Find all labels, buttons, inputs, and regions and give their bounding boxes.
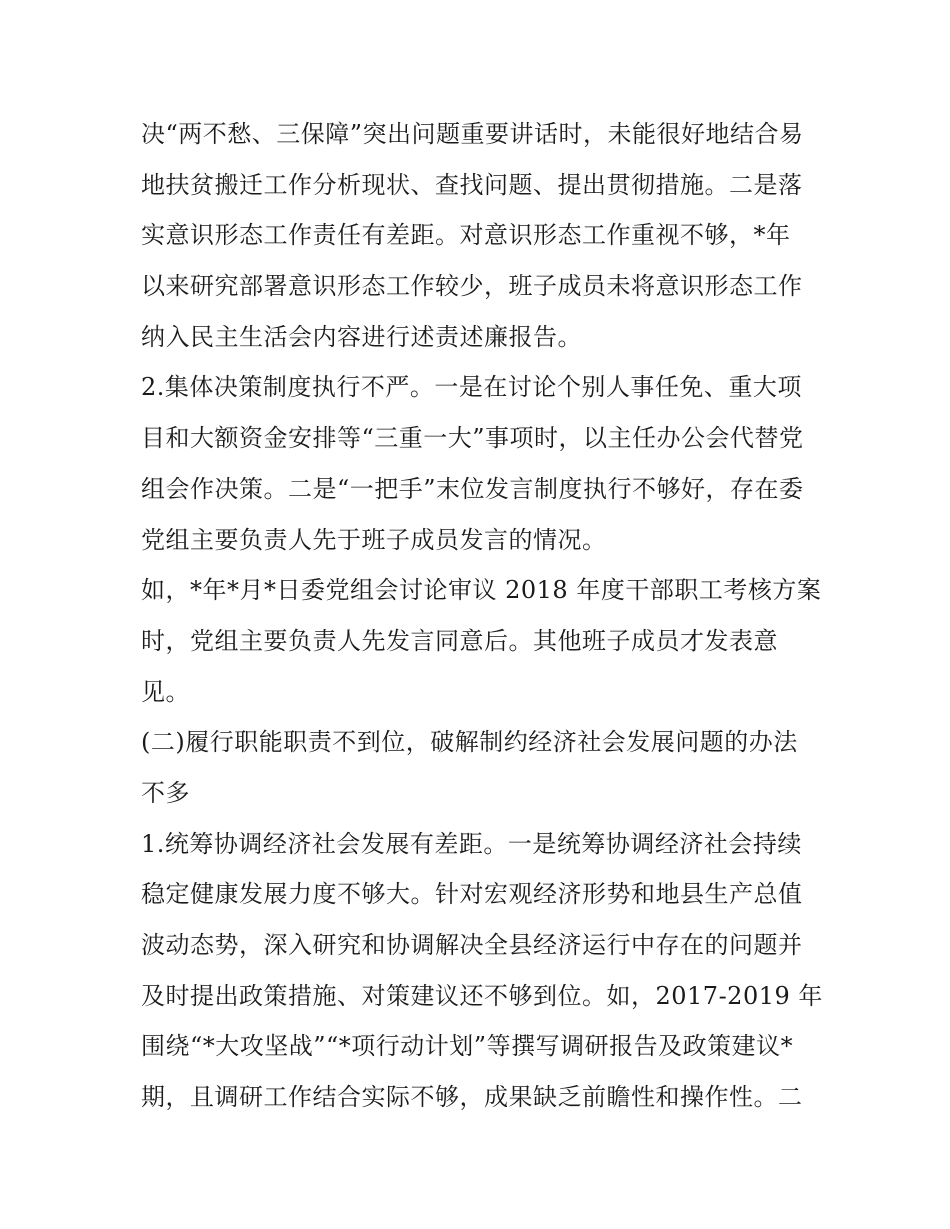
text-line: 波动态势，深入研究和协调解决全县经济运行中存在的问题并	[141, 931, 803, 959]
text-line: 党组主要负责人先于班子成员发言的情况。	[141, 525, 607, 554]
text-line: 稳定健康发展力度不够大。针对宏观经济形势和地县生产总值	[141, 880, 803, 909]
text-line: 见。	[141, 677, 190, 706]
text-line: 组会作决策。二是“一把手”末位发言制度执行不够好，存在委	[141, 474, 804, 503]
text-line: 以来研究部署意识形态工作较少，班子成员未将意识形态工作	[141, 272, 803, 301]
text-line: 时，党组主要负责人先发言同意后。其他班子成员才发表意	[141, 626, 778, 655]
text-line: 地扶贫搬迁工作分析现状、查找问题、提出贯彻措施。二是落	[141, 170, 803, 199]
text-line: 纳入民主生活会内容进行述责述廉报告。	[141, 322, 582, 351]
text-line: 如，*年*月*日委党组会讨论审议 2018 年度干部职工考核方案	[141, 576, 822, 605]
text-line: 及时提出政策措施、对策建议还不够到位。如，2017-2019 年	[141, 981, 823, 1010]
section-heading-line: 不多	[141, 778, 190, 807]
text-line: 决“两不愁、三保障”突出问题重要讲话时，未能很好地结合易	[141, 120, 804, 148]
text-line: 1.统筹协调经济社会发展有差距。一是统筹协调经济社会持续	[141, 829, 802, 858]
text-line: 期，且调研工作结合实际不够，成果缺乏前瞻性和操作性。二	[141, 1083, 803, 1112]
text-line: 围绕“*大攻坚战”“*项行动计划”等撰写调研报告及政策建议*	[141, 1032, 794, 1061]
text-line: 实意识形态工作责任有差距。对意识形态工作重视不够，*年	[141, 221, 791, 250]
section-heading-line: (二)履行职能职责不到位，破解制约经济社会发展问题的办法	[141, 728, 798, 757]
text-line: 2.集体决策制度执行不严。一是在讨论个别人事任免、重大项	[141, 373, 802, 402]
text-line: 目和大额资金安排等“三重一大”事项时，以主任办公会代替党	[141, 424, 804, 453]
document-body	[141, 109, 821, 1123]
